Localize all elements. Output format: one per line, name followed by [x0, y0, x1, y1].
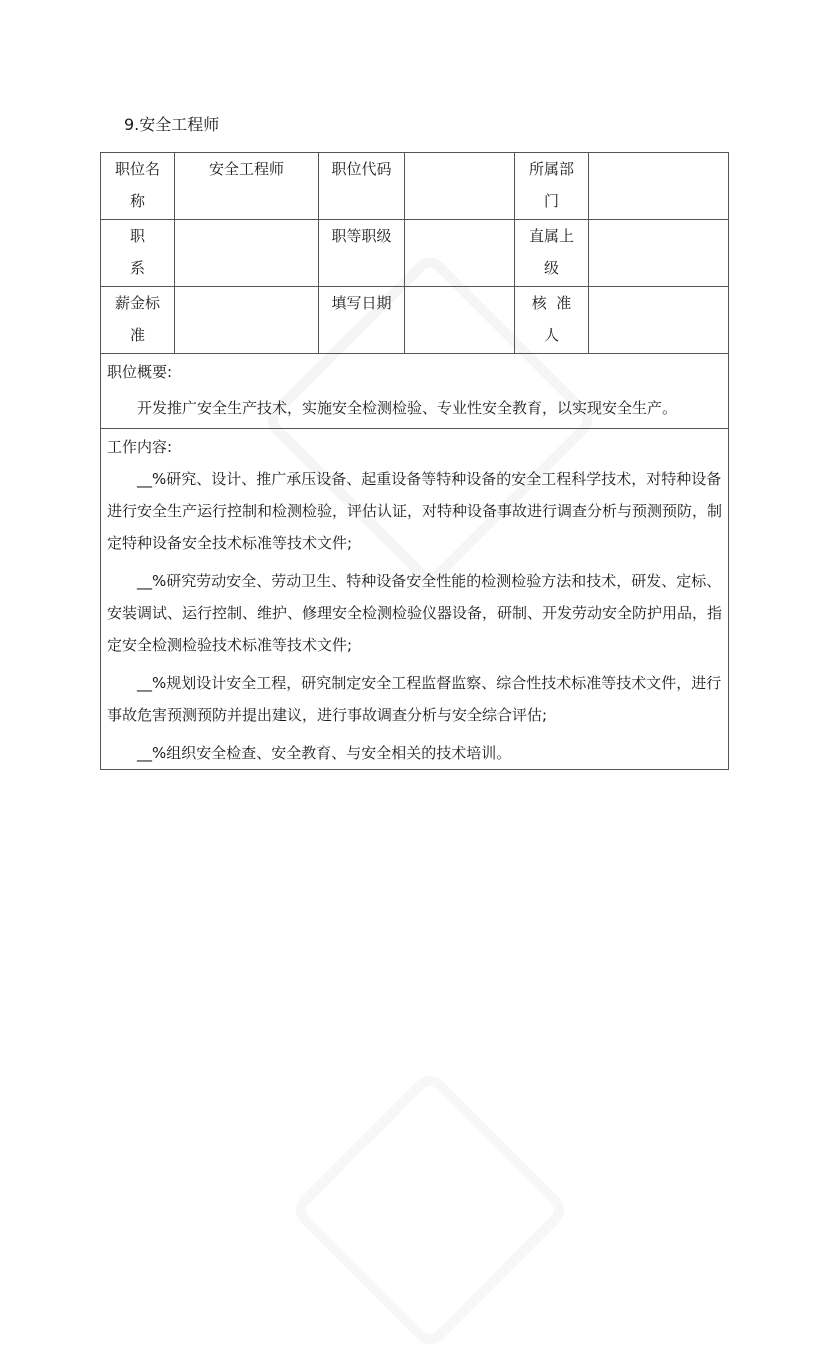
- summary-section: [101, 354, 729, 429]
- value-department: [589, 153, 729, 220]
- value-job-family: [175, 220, 319, 287]
- duty-item: __%组织安全检查、安全教育、与安全相关的技术培训。: [137, 744, 512, 762]
- label-position-code: 职位代码: [319, 153, 405, 220]
- value-position-code: [405, 153, 515, 220]
- table-row: [101, 354, 729, 429]
- duties-heading: 工作内容:: [107, 438, 173, 456]
- table-row: [101, 429, 729, 770]
- value-salary-standard: [175, 287, 319, 354]
- table-row: [101, 153, 729, 220]
- label-fill-date: 填写日期: [319, 287, 405, 354]
- duties-section: [101, 429, 729, 770]
- page-title: 9.安全工程师: [124, 115, 220, 134]
- watermark-shape: [289, 1069, 572, 1351]
- value-fill-date: [405, 287, 515, 354]
- duty-item: __%研究、设计、推广承压设备、起重设备等特种设备的安全工程科学技术，对特种设备进行安全生产运行控制和检测检验，评估认证，对特种设备事故进行调查分析与预测预防，制定特种设备安全技术标准等技术文件;: [107, 470, 723, 552]
- value-approver: [589, 287, 729, 354]
- duty-item: __%研究劳动安全、劳动卫生、特种设备安全性能的检测检验方法和技术，研发、定标、安装调试、运行控制、维护、修理安全检测检验仪器设备，研制、开发劳动安全防护用品，指定安全检测检验技术标准等技术文件;: [107, 572, 723, 654]
- label-salary-standard: 薪金标 准: [101, 287, 175, 354]
- label-job-family: 职 系: [101, 220, 175, 287]
- value-grade-level: [405, 220, 515, 287]
- job-description-table: [100, 152, 729, 770]
- table-row: [101, 287, 729, 354]
- value-position-name: 安全工程师: [175, 153, 319, 220]
- duty-item: __%规划设计安全工程，研究制定安全工程监督监察、综合性技术标准等技术文件，进行事故危害预测预防并提出建议，进行事故调查分析与安全综合评估;: [107, 674, 722, 724]
- summary-text: 开发推广安全生产技术，实施安全检测检验、专业性安全教育，以实现安全生产。: [137, 399, 678, 417]
- label-department: 所属部 门: [515, 153, 589, 220]
- table-row: [101, 220, 729, 287]
- label-grade-level: 职等职级: [319, 220, 405, 287]
- label-approver: 核 准 人: [515, 287, 589, 354]
- value-direct-supervisor: [589, 220, 729, 287]
- label-direct-supervisor: 直属上 级: [515, 220, 589, 287]
- label-position-name: 职位名 称: [101, 153, 175, 220]
- summary-heading: 职位概要:: [107, 363, 173, 381]
